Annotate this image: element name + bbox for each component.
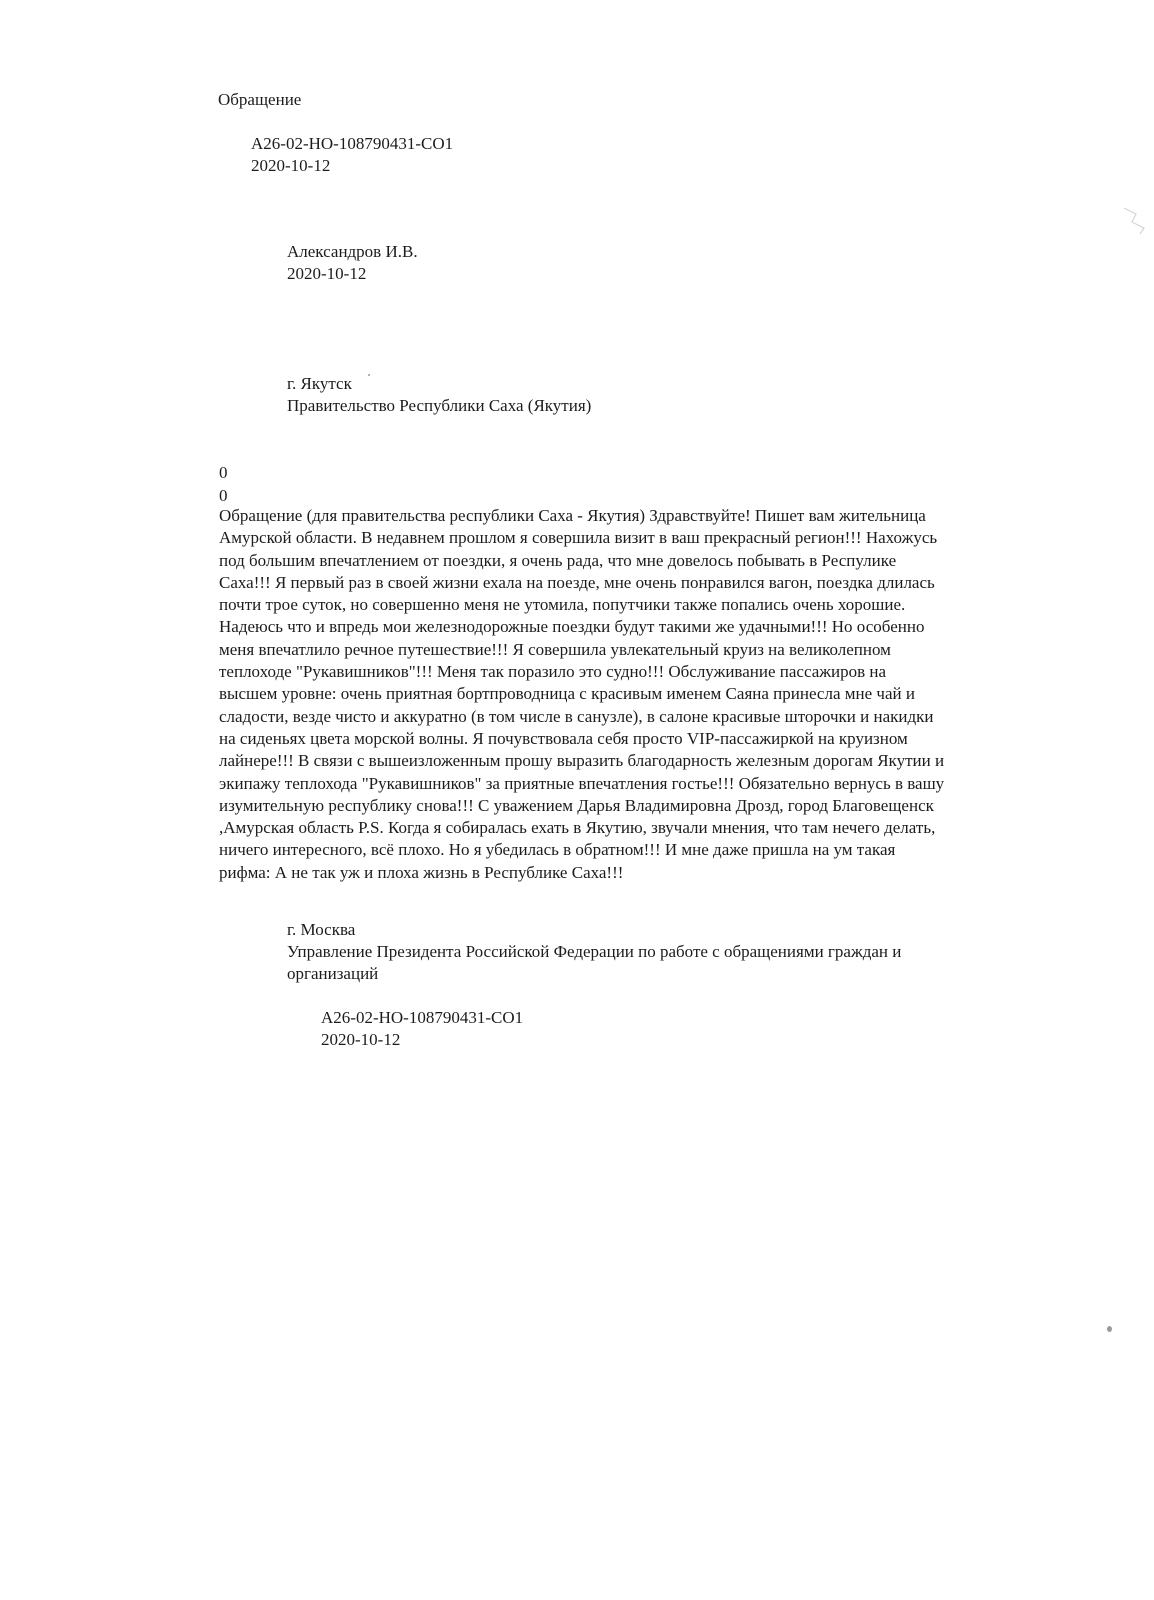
zero-marker: 0 — [219, 463, 228, 482]
body-line: ,Амурская область P.S. Когда я собиралась ехать в Якутию, звучали мнения, что там нечего делать, — [219, 818, 936, 838]
body-line: Амурской области. В недавнем прошлом я совершила визит в ваш прекрасный регион!!! Нахожусь — [219, 528, 938, 548]
document-title — [218, 89, 301, 111]
zero-marker: 0 — [219, 486, 228, 505]
zero-markers — [219, 461, 228, 507]
recipient-block-moscow — [287, 919, 901, 985]
letter-body — [219, 505, 1059, 884]
body-line: Обращение (для правительства республики Саха - Якутия) Здравствуйте! Пишет вам жительница — [219, 506, 926, 525]
body-line: лайнере!!! В связи с вышеизложенным прошу выразить благодарность железным дорогам Якутии и — [219, 751, 945, 771]
body-line: ничего интересного, всё плохо. Но я убедилась в обратном!!! И мне даже пришла на ум такая — [219, 840, 896, 860]
body-line: меня впечатлило речное путешествие!!! Я совершила увлекательный круиз на великолепном — [219, 639, 891, 659]
body-line: теплоходе "Рукавишников"!!! Меня так поразило это судно!!! Обслуживание пассажиров на — [219, 662, 887, 682]
scan-edge-artifact — [1114, 200, 1154, 240]
body-line: Саха!!! Я первый раз в своей жизни ехала на поезде, мне очень понравился вагон, поездка длилась — [219, 572, 935, 592]
recipient-block-yakutsk — [287, 373, 591, 417]
author-name: Александров И.В. — [287, 242, 418, 261]
body-line: высшем уровне: очень приятная бортпроводница с красивым именем Саяна принесла мне чай и — [219, 684, 915, 704]
header-registration-date: 2020-10-12 — [251, 156, 331, 175]
recipient-city: г. Москва — [287, 920, 356, 939]
body-line: под большим впечатлением от поездки, я очень рада, что мне довелось побывать в Респулике — [219, 550, 897, 570]
body-line: сладости, везде чисто и аккуратно (в том числе в санузле), в салоне красивые шторочки и накидки — [219, 706, 934, 726]
recipient-organization-line: Управление Президента Российской Федерации по работе с обращениями граждан и — [287, 942, 902, 961]
body-line: Надеюсь что и впредь мои железнодорожные поездки будут такими же удачными!!! Но особенно — [219, 617, 925, 637]
body-line: почти трое суток, но совершенно меня не утомила, попутчики также попались очень хорошие. — [219, 595, 906, 615]
recipient-organization-line: организаций — [287, 964, 379, 983]
recipient-city: г. Якутск — [287, 374, 352, 393]
author-block — [287, 241, 418, 285]
author-date: 2020-10-12 — [287, 264, 367, 283]
document-title-text: Обращение — [218, 90, 302, 109]
header-registration-number: А26-02-НО-108790431-СО1 — [251, 134, 454, 153]
body-line: рифма: А не так уж и плоха жизнь в Республике Саха!!! — [219, 862, 624, 882]
scan-speck — [1107, 1326, 1112, 1332]
body-line: на сиденьях цвета морской волны. Я почувствовала себя просто VIP-пассажиркой на круизном — [219, 728, 908, 748]
body-line: изумительную республику снова!!! С уважением Дарья Владимировна Дрозд, город Благовещенск — [219, 795, 934, 815]
footer-registration-date: 2020-10-12 — [321, 1030, 401, 1049]
footer-registration-number: А26-02-НО-108790431-СО1 — [321, 1008, 524, 1027]
scan-speck — [368, 374, 370, 376]
header-registration-block — [251, 133, 453, 177]
body-line: экипажу теплохода "Рукавишников" за приятные впечатления гостье!!! Обязательно вернусь в вашу — [219, 773, 945, 793]
footer-registration-block — [321, 1007, 523, 1051]
recipient-organization: Правительство Республики Саха (Якутия) — [287, 396, 592, 415]
